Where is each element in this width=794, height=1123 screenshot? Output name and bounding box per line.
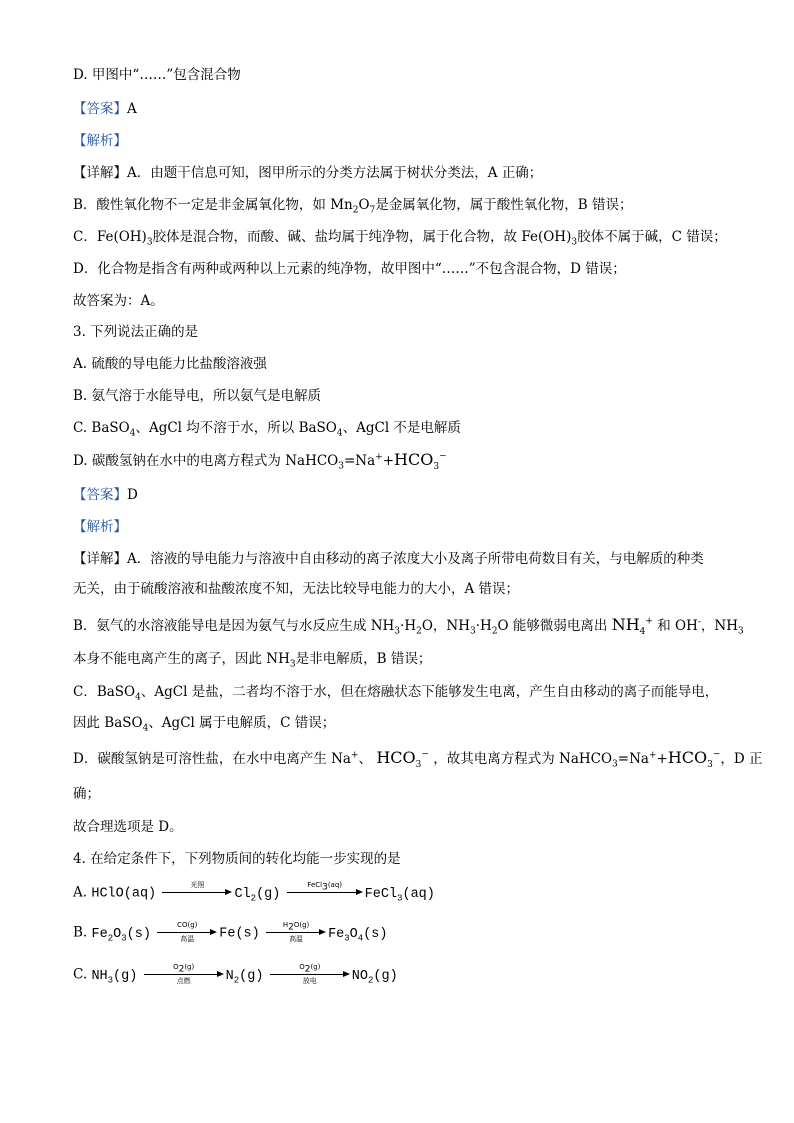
q2-detail-a — [73, 164, 542, 182]
q3-option-a: A. 硫酸的导电能力比盐酸溶液强 — [73, 356, 267, 372]
q3-option-d: D. 碳酸氢钠在水中的电离方程式为 $NaHCO_3=Na^++HCO_3^-$ — [73, 450, 447, 473]
q3-detail-c-1: C．BaSO$_4$、AgCl 是盐，二者均不溶于水，但在熔融状态下能够发生电离，产生自由移动的离子而能导电， — [73, 684, 719, 703]
q3-detail-c-2: 因此 BaSO$_4$、AgCl 属于电解质，C 错误； — [73, 715, 336, 734]
q3-detail-a-1: 【详解】A．溶液的导电能力与溶液中自由移动的离子浓度大小及离子所带电荷数目有关，与电解质的种类 — [73, 551, 704, 567]
q2-detail-b: B．酸性氧化物不一定是非金属氧化物，如 $Mn_2O_7$是金属氧化物，属于酸性氧化物，B 错误； — [73, 197, 633, 216]
q4-stem: 4. 在给定条件下，下列物质间的转化均能一步实现的是 — [73, 851, 401, 867]
q4-option-a: A. HClO(aq) 光照 $Cl_2(g)$ FeCl$_3$(aq) FeCl$_3$(aq) — [73, 881, 435, 904]
ammonium-ion: $NH_4^+$ — [611, 615, 653, 638]
q2-option-d: D. 甲图中“……”包含混合物 — [73, 67, 241, 83]
bicarbonate-ion: $HCO_3^-$ — [376, 748, 429, 771]
answer-tag: 【答案】 — [73, 487, 127, 503]
bicarbonate-ion: $HCO_3^-$ — [394, 450, 447, 473]
q3-detail-d-1: D．碳酸氢钠是可溶性盐，在水中电离产生 Na+、 $HCO_3^-$ ，故其电离方程式为 $NaHCO_3=Na^++HCO_3^-$，D 正 — [73, 748, 763, 771]
q2-answer — [73, 100, 137, 118]
q4-option-b: B. $Fe_2O_3(s)$ CO(g) 高温 Fe(s) $H_2O(g)$ 高温 $Fe_3O_4(s)$ — [73, 921, 388, 944]
reaction-arrow: $H_2O(g)$ 高温 — [266, 921, 326, 945]
q3-conclusion: 故合理选项是 D。 — [73, 819, 183, 835]
answer-value: D — [127, 487, 138, 503]
q3-answer — [73, 486, 138, 504]
q2-detail-d: D．化合物是指含有两种或两种以上元素的纯净物，故甲图中“……”不包含混合物，D 错误； — [73, 261, 626, 277]
answer-value: A — [127, 101, 137, 117]
q3-detail-b-1: B．氨气的水溶液能导电是因为氨气与水反应生成 $NH_3\cdot H_2O$，$NH_3\cdot H_2O$ 能够微弱电离出 $NH_4^+$ 和 OH-，$NH_3$ — [73, 615, 744, 638]
reaction-arrow: $O_2(g)$ 点燃 — [144, 963, 224, 987]
q4-option-c: C. $NH_3(g)$ $O_2(g)$ 点燃 $N_2(g)$ $O_2(g)$ 放电 $NO_2(g)$ — [73, 963, 398, 986]
bicarbonate-ion: $HCO_3^-$ — [667, 748, 721, 771]
q3-option-b: B. 氨气溶于水能导电，所以氨气是电解质 — [73, 388, 322, 404]
detail-text: A．由题干信息可知，图甲所示的分类方法属于树状分类法，A 正确； — [127, 165, 543, 181]
answer-tag: 【答案】 — [73, 101, 127, 117]
reaction-arrow: FeCl$_3$(aq) — [287, 881, 363, 905]
detail-tag: 【详解】 — [73, 165, 127, 181]
q3-detail-a-2: 无关，由于硫酸溶液和盐酸浓度不知，无法比较导电能力的大小，A 错误； — [73, 581, 520, 597]
q2-detail-c: C．$Fe(OH)_3$胶体是混合物，而酸、碱、盐均属于纯净物，属于化合物，故 $Fe(OH)_3$胶体不属于碱，C 错误； — [73, 229, 727, 248]
q3-detail-b-2: 本身不能电离产生的离子，因此 $NH_3$是非电解质，B 错误； — [73, 651, 432, 670]
reaction-arrow: 光照 — [162, 881, 232, 905]
reaction-arrow: CO(g) 高温 — [157, 921, 217, 945]
q3-analysis-tag: 【解析】 — [73, 519, 127, 535]
q3-detail-d-2: 确； — [73, 786, 100, 802]
q2-conclusion: 故答案为：A。 — [73, 293, 164, 309]
detail-tag: 【详解】 — [73, 551, 127, 567]
q2-analysis-tag: 【解析】 — [73, 133, 127, 149]
reaction-arrow: $O_2(g)$ 放电 — [270, 963, 350, 987]
q3-stem: 3. 下列说法正确的是 — [73, 324, 199, 340]
q3-option-c: C. BaSO$_4$、AgCl 均不溶于水，所以 BaSO$_4$、AgCl 不是电解质 — [73, 420, 461, 439]
